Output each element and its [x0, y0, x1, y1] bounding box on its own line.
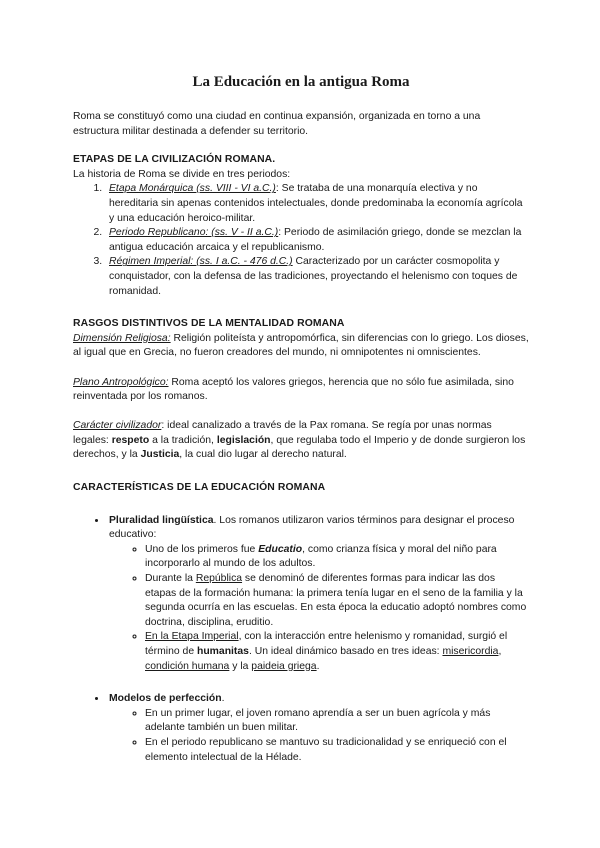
- sub-text: .: [316, 660, 320, 672]
- sub-term: República: [195, 573, 243, 585]
- etapa-term: Periodo Republicano: (ss. V - II a.C.): [109, 227, 279, 239]
- etapa-term: Etapa Monárquica (ss. VIII - VI a.C.): [109, 183, 276, 195]
- sub-item: [145, 630, 529, 674]
- sub-list: [109, 707, 529, 765]
- sub-text: se denominó de diferentes formas para indicar las dos etapas de la formación humana: la primera tenía lugar en el seno de la familia y la segunda ocurría en las escuelas. En esta época la educatio adoptó nombres como doctrina, disciplina, eruditio.: [145, 573, 527, 628]
- sub-text: Uno de los primeros fue: [145, 543, 259, 555]
- etapas-heading: ETAPAS DE LA CIVILIZACIÓN ROMANA.: [73, 154, 276, 166]
- sub-text: , como crianza física y moral del niño para incorporarlo al mundo de los adultos.: [145, 543, 497, 570]
- item-text: . Los romanos utilizaron varios términos para designar el proceso educativo:: [109, 514, 515, 541]
- etapa-item: [105, 255, 529, 299]
- rasgos-heading: RASGOS DISTINTIVOS DE LA MENTALIDAD ROMANA: [73, 318, 345, 330]
- etapa-item: [105, 226, 529, 255]
- sub-text: y la: [229, 660, 252, 672]
- sub-list: [109, 543, 529, 674]
- etapa-text: : Se trataba de una monarquía electiva y no hereditaria sin apenas contenidos intelectuales, donde predominaba la economía agrícola y una educación heroico-militar.: [109, 183, 523, 224]
- page-title: La Educación en la antigua Roma: [192, 74, 410, 90]
- rasgo-term: Carácter civilizador: [73, 420, 162, 432]
- rasgo-text: Roma aceptó los valores griegos, herencia que no sólo fue asimilada, sino reinventada por los romanos.: [73, 376, 514, 403]
- etapa-item: [105, 182, 529, 226]
- rasgo-text: : ideal canalizado a través de la Pax romana. Se regía por unas normas legales:: [73, 420, 492, 446]
- caracteristicas-list: [73, 514, 529, 766]
- sub-term: paideia griega: [251, 660, 317, 672]
- list-item: [107, 514, 529, 693]
- item-term: Pluralidad lingüística: [109, 514, 214, 526]
- sub-item: [145, 543, 529, 572]
- item-term: Modelos de perfección: [109, 693, 222, 705]
- document-page: [73, 72, 529, 765]
- sub-item: ◦ En el periodo republicano se mantuvo su tradicionalidad y se enriqueció con el elemento intelectual de la Hélade.: [145, 736, 529, 765]
- intro-paragraph: Roma se constituyó como una ciudad en continua expansión, organizada en torno a una estructura militar destinada a defender su territorio.: [73, 111, 481, 137]
- sub-text: ,: [498, 646, 502, 657]
- rasgo-bold: respeto: [111, 434, 150, 446]
- etapas-list: [73, 182, 529, 299]
- sub-text: . Un ideal dinámico basado en tres ideas:: [248, 646, 443, 657]
- sub-term: misericordia: [442, 646, 499, 657]
- rasgo-bold: Justicia: [140, 449, 180, 461]
- rasgo-religiosa: [73, 332, 529, 361]
- rasgo-bold: legislación: [216, 434, 271, 446]
- sub-term: Educatio: [258, 543, 303, 555]
- rasgo-text: a la tradición,: [149, 434, 217, 446]
- rasgo-civilizador: [73, 419, 529, 463]
- sub-text: Durante la: [145, 573, 196, 585]
- sub-item: ◦ En un primer lugar, el joven romano aprendía a ser un buen agrícola y más adelante también un buen militar.: [145, 707, 529, 736]
- etapa-text: Caracterizado por un carácter cosmopolita y conquistador, con la defensa de las tradiciones, proyectando el helenismo con toques de romanidad.: [109, 256, 518, 297]
- etapa-term: Régimen Imperial: (ss. I a.C. - 476 d.C.): [109, 256, 293, 268]
- etapas-lead: La historia de Roma se divide en tres periodos:: [73, 168, 291, 180]
- rasgo-antropologico: [73, 376, 529, 405]
- rasgo-text: Religión politeísta y antropomórfica, sin diferencias con lo griego. Los dioses, al igual que en Grecia, no fueron creadores del mundo, ni omnipotentes ni omniscientes.: [73, 332, 529, 359]
- list-item: [107, 692, 529, 765]
- sub-term: humanitas: [196, 646, 249, 657]
- sub-term: condición humana: [145, 660, 230, 672]
- item-text: .: [221, 693, 225, 705]
- sub-term: En la Etapa Imperial: [145, 631, 239, 643]
- etapa-text: : Periodo de asimilación griego, donde se mezclan la antigua educación arcaica y el republicanismo.: [109, 227, 522, 253]
- sub-text: , con la interacción entre helenismo y romanidad, surgió el término de: [145, 631, 508, 657]
- rasgo-term: Plano Antropológico:: [73, 376, 169, 388]
- rasgo-term: Dimensión Religiosa:: [73, 332, 171, 344]
- rasgo-text: , la cual dio lugar al derecho natural.: [179, 449, 347, 461]
- sub-item: [145, 572, 529, 630]
- rasgo-text: , que regulaba todo el Imperio y de donde surgieron los derechos, y la: [73, 434, 526, 461]
- caracteristicas-heading: CARACTERÍSTICAS DE LA EDUCACIÓN ROMANA: [73, 482, 326, 494]
